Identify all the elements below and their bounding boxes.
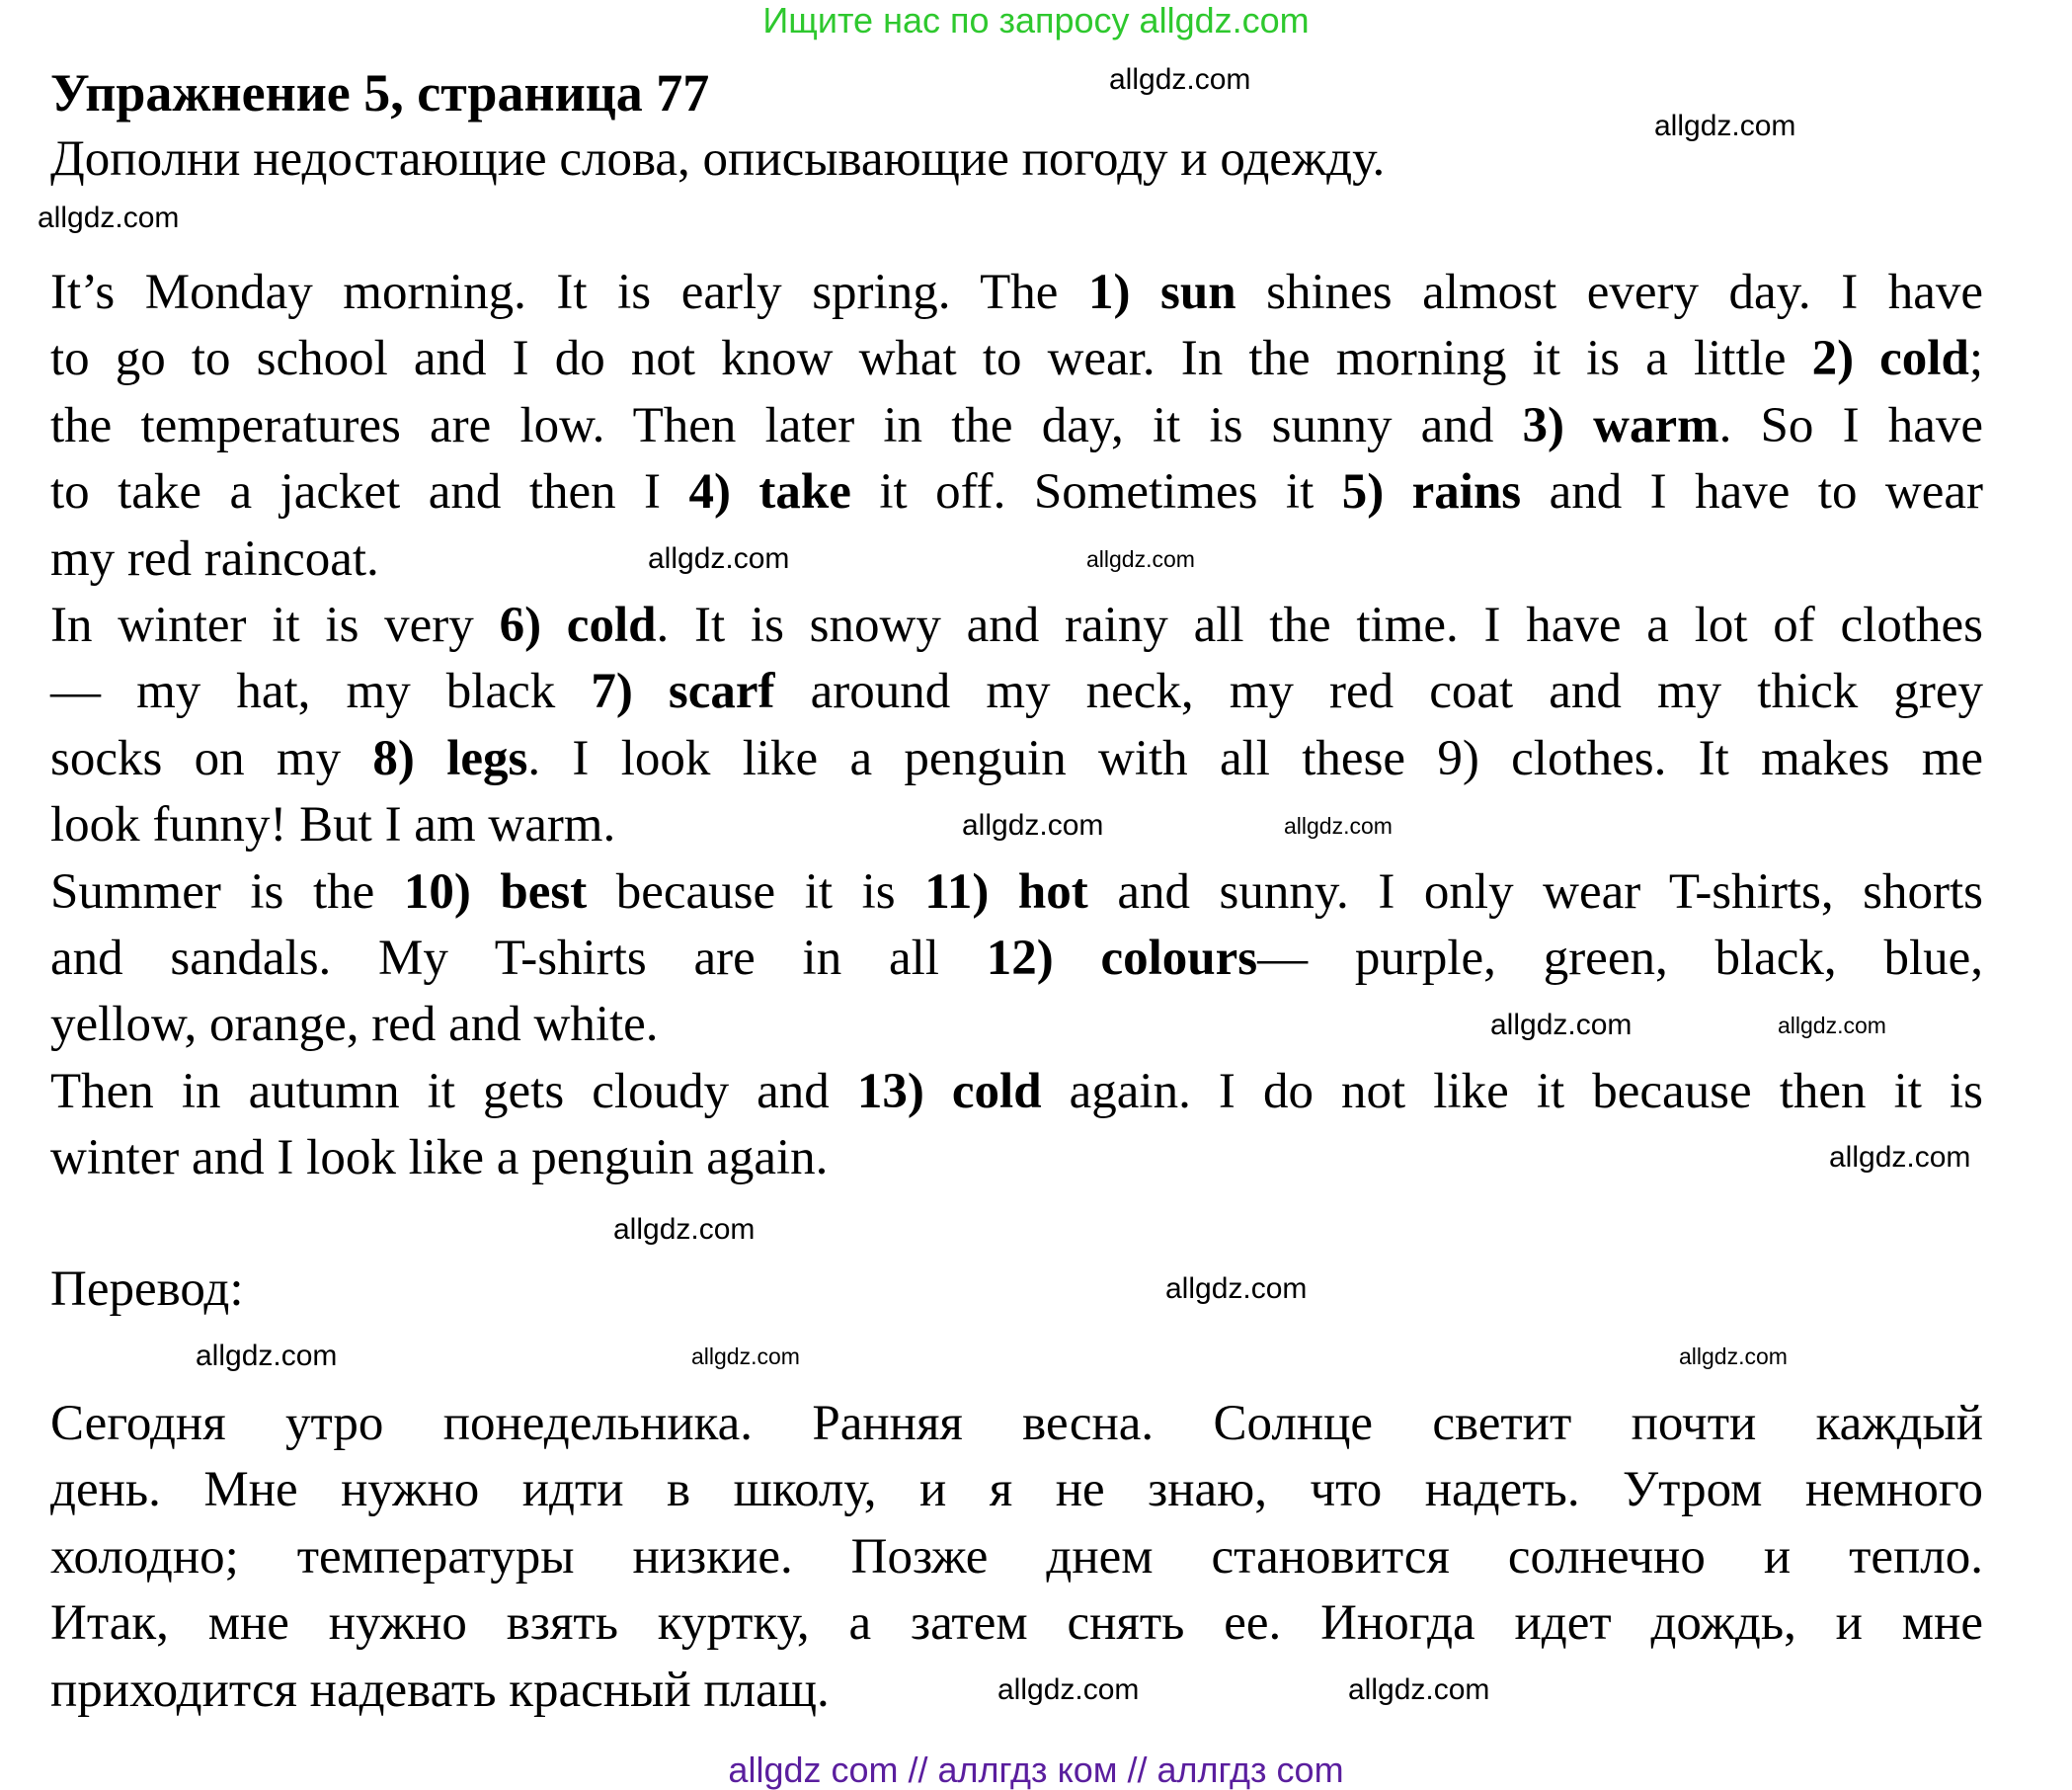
text-segment: It’s Monday morning. It is early spring. The [50,265,1088,320]
text-line [50,726,1983,792]
text-segment: around my neck, my red coat and my thick grey [774,664,1983,720]
text-line [50,992,1983,1058]
answer-word: 11) hot [924,863,1088,920]
translation-label: Перевод: [50,1261,244,1317]
text-segment: again. I do not like it because then it is [1041,1063,1984,1119]
text-segment: my red raincoat. [50,530,379,587]
text-line [50,926,1983,992]
text-line [50,260,1983,326]
translation-line: Итак, мне нужно взять куртку, а затем снять ее. Иногда идет дождь, и мне [50,1595,1983,1652]
text-line [50,326,1983,392]
watermark: allgdz.com [1086,546,1195,572]
text-line [50,527,1983,593]
answer-word: 1) sun [1087,265,1236,320]
watermark: allgdz.com [962,809,1104,842]
answer-word: 10) best [403,863,588,920]
watermark: allgdz.com [1654,110,1796,142]
watermark: allgdz.com [997,1673,1140,1706]
text-line [50,459,1983,526]
answer-word: 12) colours [986,931,1258,986]
answer-word: 3) warm [1522,397,1719,453]
exercise-title: Упражнение 5, страница 77 [50,63,710,122]
text-line [50,593,1983,659]
text-segment: to take a jacket and then I [50,464,689,521]
text-segment: and I have to wear [1521,464,1983,521]
watermark: allgdz.com [691,1343,800,1369]
text-segment: . It is snowy and rainy all the time. I have a lot of clothes [656,598,1984,653]
answer-word: 2) cold [1811,331,1969,387]
text-segment: — my hat, my black [50,664,592,720]
text-line [50,859,1983,926]
answer-word: 4) take [688,464,851,521]
watermark: allgdz.com [1284,813,1393,839]
text-segment: it off. Sometimes it [850,464,1342,521]
text-segment: ; [1968,331,1983,387]
text-segment: and sandals. My T-shirts are in all [50,931,987,986]
text-segment: because it is [587,863,925,920]
translation-line: день. Мне нужно идти в школу, и я не знаю, что надеть. Утром немного [50,1462,1983,1518]
text-segment: . So I have [1718,397,1984,453]
text-segment: winter and I look like a penguin again. [50,1130,829,1186]
text-segment: look funny! But I am warm. [50,797,616,854]
text-segment: to go to school and I do not know what to wear. In the morning it is a little [50,331,1812,387]
watermark: allgdz.com [1109,63,1251,96]
answer-word: 13) cold [856,1063,1042,1119]
footer-watermark: allgdz com // аллгдз ком // аллгдз com [728,1749,1344,1790]
text-line [50,1059,1983,1125]
text-segment: — purple, green, black, blue, [1257,931,1983,986]
text-segment: . I look like a penguin with all these 9) clothes. It makes me [527,730,1984,786]
text-line [50,393,1983,459]
answer-word: 5) rains [1341,464,1522,521]
watermark: allgdz.com [1165,1272,1308,1305]
text-segment: shines almost every day. I have [1235,265,1984,320]
watermark: allgdz.com [1679,1343,1788,1369]
watermark: allgdz.com [1778,1013,1886,1038]
text-segment: socks on my [50,730,373,786]
translation-line: приходится надевать красный плащ. [50,1662,830,1718]
text-segment: yellow, orange, red and white. [50,997,659,1053]
answer-word: 6) cold [499,598,657,653]
text-segment: and sunny. I only wear T-shirts, shorts [1087,863,1983,920]
text-segment: Summer is the [50,863,404,920]
top-banner: Ищите нас по запросу allgdz.com [762,0,1310,41]
answer-word: 8) legs [372,730,528,786]
translation-line: холодно; температуры низкие. Позже днем становится солнечно и тепло. [50,1528,1983,1585]
translation-line: Сегодня утро понедельника. Ранняя весна. Солнце светит почти каждый [50,1396,1983,1451]
text-segment: In winter it is very [50,598,500,653]
watermark: allgdz.com [1348,1673,1490,1706]
watermark: allgdz.com [1490,1009,1633,1041]
watermark: allgdz.com [648,542,790,575]
answer-word: 7) scarf [591,664,775,720]
text-segment: Then in autumn it gets cloudy and [50,1063,857,1119]
watermark: allgdz.com [196,1340,338,1372]
text-line [50,1125,1983,1191]
watermark: allgdz.com [613,1213,756,1246]
text-segment: the temperatures are low. Then later in the day, it is sunny and [50,397,1523,453]
exercise-instruction: Дополни недостающие слова, описывающие погоду и одежду. [50,131,1386,187]
watermark: allgdz.com [1829,1141,1971,1174]
text-line [50,659,1983,725]
watermark: allgdz.com [38,202,180,234]
